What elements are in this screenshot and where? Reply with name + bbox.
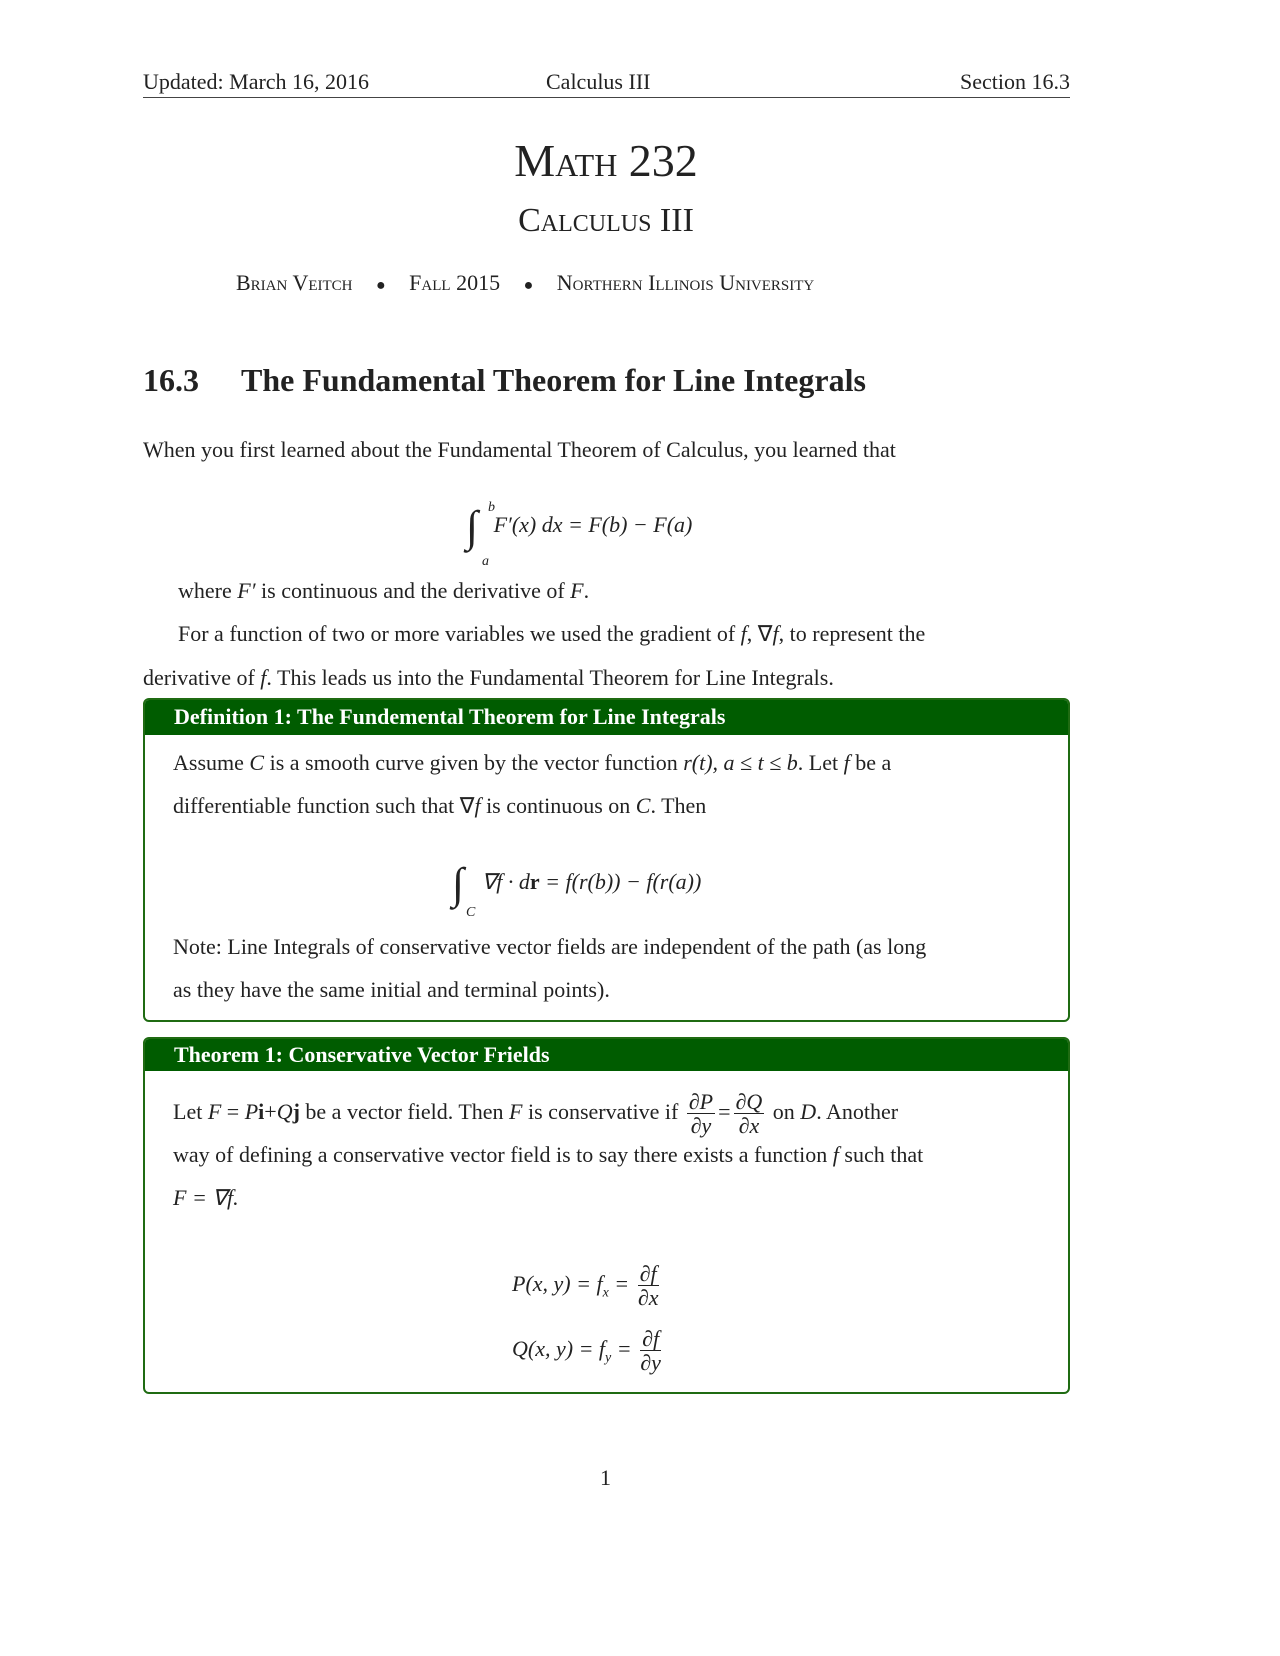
definition-line-2: differentiable function such that ∇f is continuous on C. Then xyxy=(173,793,707,818)
header-updated: Updated: March 16, 2016 xyxy=(143,69,370,94)
formula-vector: r xyxy=(529,869,540,895)
course-subtitle: Calculus III xyxy=(518,202,694,239)
definition-heading: Definition 1: The Fundemental Theorem for Line Integrals xyxy=(145,700,1068,735)
definition-note-1: Note: Line Integrals of conservative vector fields are independent of the path (as long xyxy=(173,934,927,959)
fraction-dQ-dx: $\frac{\partial Q}{\partial x}$ xyxy=(735,1089,763,1139)
definition-note-2: as they have the same initial and terminal points). xyxy=(173,977,610,1002)
paragraph-line-1: For a function of two or more variables we used the gradient of f, ∇f, to represent the xyxy=(178,621,926,646)
school: Northern Illinois University xyxy=(556,270,815,295)
header-rule xyxy=(143,97,1070,98)
section-title: The Fundamental Theorem for Line Integrals xyxy=(241,362,866,398)
definition-box xyxy=(143,698,1070,1022)
page-number: 1 xyxy=(600,1465,611,1490)
theorem-line-3: F = ∇f. xyxy=(173,1185,239,1210)
formula-rhs: = f(r(b)) − f(r(a)) xyxy=(539,869,702,895)
lower-limit: a xyxy=(482,554,489,569)
theorem-heading: Theorem 1: Conservative Vector Frields xyxy=(145,1039,1068,1071)
ftc-formula xyxy=(466,500,693,569)
term: Fall 2015 xyxy=(409,270,501,295)
curve-subscript: C xyxy=(466,905,476,920)
author-line xyxy=(236,272,814,294)
upper-limit: b xyxy=(488,500,495,515)
bullet: ● xyxy=(376,277,386,294)
fraction-df-dx: $\frac{\partial f}{\partial x}$ xyxy=(637,1261,659,1311)
header-section: Section 16.3 xyxy=(960,69,1070,94)
integrand: F′(x) dx xyxy=(493,512,563,538)
where-line: where F′ is continuous and the derivative of F. xyxy=(178,578,590,603)
integral-sign: ∫ xyxy=(452,859,465,908)
author: Brian Veitch xyxy=(236,270,353,295)
course-title: Math 232 xyxy=(514,135,698,186)
theorem-line-1: Let F = Pi+Qj be a vector field. Then F is conservative if $\frac{\partial P}{\partial y}$ = $\frac{\partial Q}{\partial x}$ on D. Another xyxy=(173,1089,899,1139)
definition-line-1: Assume C is a smooth curve given by the vector function r(t), a ≤ t ≤ b. Let f be a xyxy=(173,750,892,775)
bullet: ● xyxy=(523,277,534,294)
fraction-dP-dy: $\frac{\partial P}{\partial y}$ xyxy=(688,1089,714,1139)
equation-Q: Q(x, $y) = f_y$ = $\frac{\partial f}{\partial y}$ xyxy=(512,1326,661,1376)
integral-sign: ∫ xyxy=(466,502,479,551)
intro-paragraph: When you first learned about the Fundamental Theorem of Calculus, you learned that xyxy=(143,437,896,462)
theorem-line-2: way of defining a conservative vector field is to say there exists a function f such that xyxy=(173,1142,924,1167)
line-integral-formula xyxy=(452,859,702,920)
result: = F(b) − F(a) xyxy=(568,512,693,538)
section-number: 16.3 xyxy=(143,362,199,398)
formula-lhs: ∇f · d xyxy=(481,869,530,895)
header-course: Calculus III xyxy=(546,69,651,94)
fraction-df-dy: $\frac{\partial f}{\partial y}$ xyxy=(640,1326,661,1376)
equation-P: P(x, $y) = f_x$ = $\frac{\partial f}{\partial x}$ xyxy=(512,1261,659,1311)
paragraph-line-2: derivative of f. This leads us into the Fundamental Theorem for Line Integrals. xyxy=(143,665,834,690)
